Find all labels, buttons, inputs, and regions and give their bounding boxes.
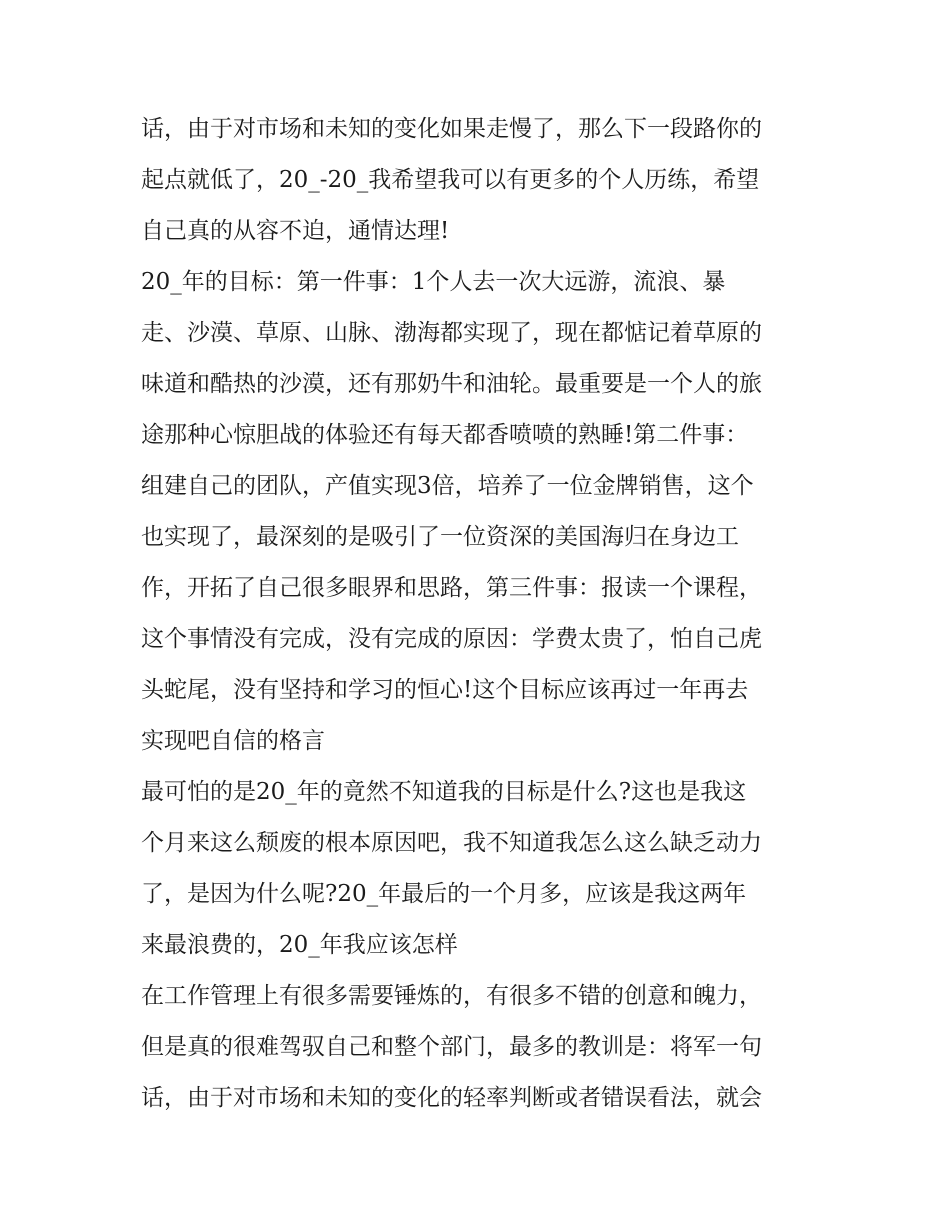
text-line: 自己真的从容不迫，通情达理! [141, 218, 450, 244]
text-line: 组建自己的团队，产值实现3倍，培养了一位金牌销售，这个 [141, 473, 754, 499]
text-line: 也实现了，最深刻的是吸引了一位资深的美国海归在身边工 [141, 524, 739, 550]
text-line: 头蛇尾，没有坚持和学习的恒心!这个目标应该再过一年再去 [141, 677, 749, 703]
text-line: 途那种心惊胆战的体验还有每天都香喷喷的熟睡!第二件事： [141, 422, 749, 448]
text-line: 话，由于对市场和未知的变化的轻率判断或者错误看法，就会 [141, 1085, 762, 1111]
text-line: 在工作管理上有很多需要锤炼的，有很多不错的创意和魄力， [141, 983, 762, 1009]
document-body [141, 104, 821, 1124]
text-line: 了，是因为什么呢?20_年最后的一个月多，应该是我这两年 [141, 881, 747, 907]
text-line: 走、沙漠、草原、山脉、渤海都实现了，现在都惦记着草原的 [141, 320, 762, 346]
text-line: 20_年的目标：第一件事：1个人去一次大远游，流浪、暴 [141, 269, 726, 295]
text-line: 实现吧自信的格言 [141, 728, 325, 754]
text-line: 个月来这么颓废的根本原因吧，我不知道我怎么这么缺乏动力 [141, 830, 762, 856]
text-line: 作，开拓了自己很多眼界和思路，第三件事：报读一个课程， [141, 575, 762, 601]
text-line: 这个事情没有完成，没有完成的原因：学费太贵了，怕自己虎 [141, 626, 762, 652]
text-line: 起点就低了，20_-20_我希望我可以有更多的个人历练，希望 [141, 167, 760, 193]
text-line: 最可怕的是20_年的竟然不知道我的目标是什么?这也是我这 [141, 779, 747, 805]
text-line: 来最浪费的，20_年我应该怎样 [141, 932, 458, 958]
text-line: 味道和酷热的沙漠，还有那奶牛和油轮。最重要是一个人的旅 [141, 371, 762, 397]
text-line: 话，由于对市场和未知的变化如果走慢了，那么下一段路你的 [141, 116, 762, 142]
text-line: 但是真的很难驾驭自己和整个部门，最多的教训是：将军一句 [141, 1034, 762, 1060]
